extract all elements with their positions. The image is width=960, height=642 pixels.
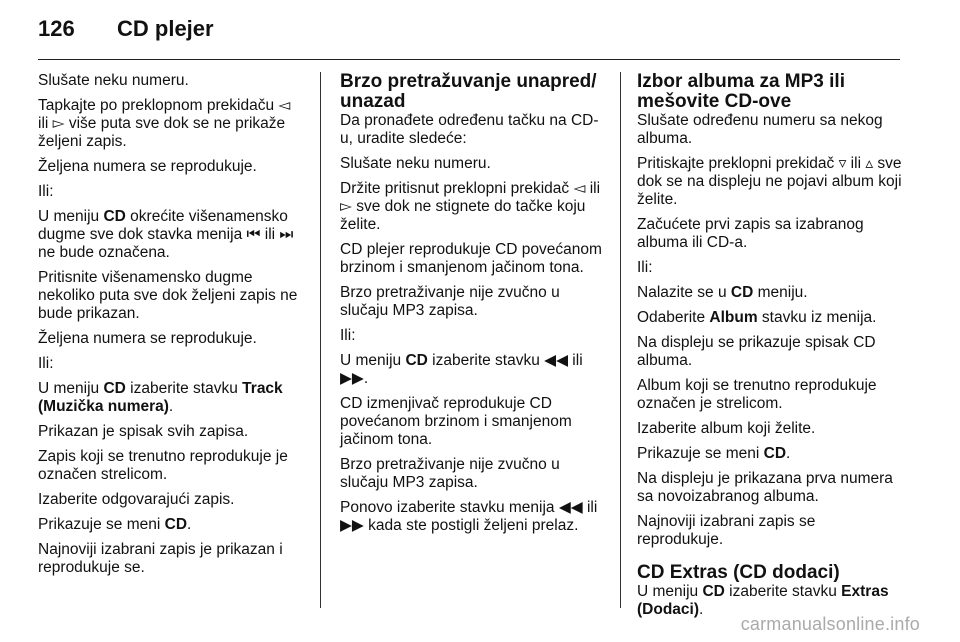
paragraph: Željena numera se reprodukuje. — [38, 158, 257, 175]
paragraph: Izaberite album koji želite. — [637, 420, 816, 437]
page-number: 126 — [38, 16, 75, 41]
paragraph: U meniju CD izaberite stavku Extras (Dodaci). — [637, 583, 889, 618]
paragraph: Brzo pretraživanje nije zvučno u slučaju MP3 zapisa. — [340, 284, 560, 319]
section-heading: CD Extras (CD dodaci) — [637, 562, 840, 583]
paragraph: Slušate neku numeru. — [38, 72, 189, 89]
paragraph: Slušate određenu numeru sa nekog albuma. — [637, 112, 883, 147]
paragraph: Ili: — [637, 259, 653, 276]
paragraph: Slušate neku numeru. — [340, 155, 491, 172]
column-divider — [620, 72, 621, 608]
paragraph: Album koji se trenutno reprodukuje označen je strelicom. — [637, 377, 877, 412]
paragraph: Ili: — [38, 183, 54, 200]
section-heading: Brzo pretražuvanje unapred/ unazad — [340, 71, 597, 112]
paragraph: Zapis koji se trenutno reprodukuje je označen strelicom. — [38, 448, 288, 483]
paragraph: Odaberite Album stavku iz menija. — [637, 309, 877, 326]
paragraph: Prikazan je spisak svih zapisa. — [38, 423, 249, 440]
paragraph: Brzo pretraživanje nije zvučno u slučaju MP3 zapisa. — [340, 456, 560, 491]
paragraph: Željena numera se reprodukuje. — [38, 330, 257, 347]
paragraph: Na displeju je prikazana prva numera sa novoizabranog albuma. — [637, 470, 893, 505]
column-left — [38, 72, 304, 584]
paragraph: Ponovo izaberite stavku menija ◀◀ ili ▶▶ kada ste postigli željeni prelaz. — [340, 499, 598, 534]
paragraph: Na displeju se prikazuje spisak CD albuma. — [637, 334, 876, 369]
section-heading: Izbor albuma za MP3 ili mešovite CD-ove — [637, 71, 845, 112]
paragraph: Da pronađete određenu tačku na CD-u, uradite sledeće: — [340, 112, 599, 147]
paragraph: CD izmenjivač reprodukuje CD povećanom brzinom i smanjenom jačinom tona. — [340, 395, 572, 448]
paragraph: Prikazuje se meni CD. — [38, 516, 192, 533]
column-middle — [340, 72, 606, 542]
paragraph: Ili: — [38, 355, 54, 372]
paragraph: Najnoviji izabrani zapis je prikazan i reprodukuje se. — [38, 541, 283, 576]
column-right — [637, 72, 903, 626]
paragraph: U meniju CD okrećite višenamensko dugme sve dok stavka menija ⏮ ili ⏭ ne bude označena. — [38, 208, 294, 261]
paragraph: Nalazite se u CD meniju. — [637, 284, 808, 301]
paragraph: Držite pritisnut preklopni prekidač ◅ ili ▻ sve dok ne stignete do tačke koju želite. — [340, 180, 601, 233]
paragraph: U meniju CD izaberite stavku ◀◀ ili ▶▶. — [340, 352, 583, 387]
watermark: carmanualsonline.info — [740, 614, 920, 634]
paragraph: Tapkajte po preklopnom prekidaču ◅ ili ▻ više puta sve dok se ne prikaže željeni zapis. — [38, 97, 291, 150]
paragraph: Prikazuje se meni CD. — [637, 445, 791, 462]
header-rule — [38, 59, 900, 60]
column-divider — [320, 72, 321, 608]
paragraph: U meniju CD izaberite stavku Track (Muzička numera). — [38, 380, 283, 415]
paragraph: Ili: — [340, 327, 356, 344]
paragraph: Pritiskajte preklopni prekidač ▿ ili ▵ sve dok se na displeju ne pojavi album koji želite. — [637, 155, 902, 208]
paragraph: Izaberite odgovarajući zapis. — [38, 491, 235, 508]
paragraph: CD plejer reprodukuje CD povećanom brzinom i smanjenom jačinom tona. — [340, 241, 602, 276]
page-title: CD plejer — [117, 16, 214, 41]
paragraph: Najnoviji izabrani zapis se reprodukuje. — [637, 513, 816, 548]
paragraph: Pritisnite višenamensko dugme nekoliko puta sve dok željeni zapis ne bude prikazan. — [38, 269, 298, 322]
paragraph: Začućete prvi zapis sa izabranog albuma ili CD-a. — [637, 216, 864, 251]
